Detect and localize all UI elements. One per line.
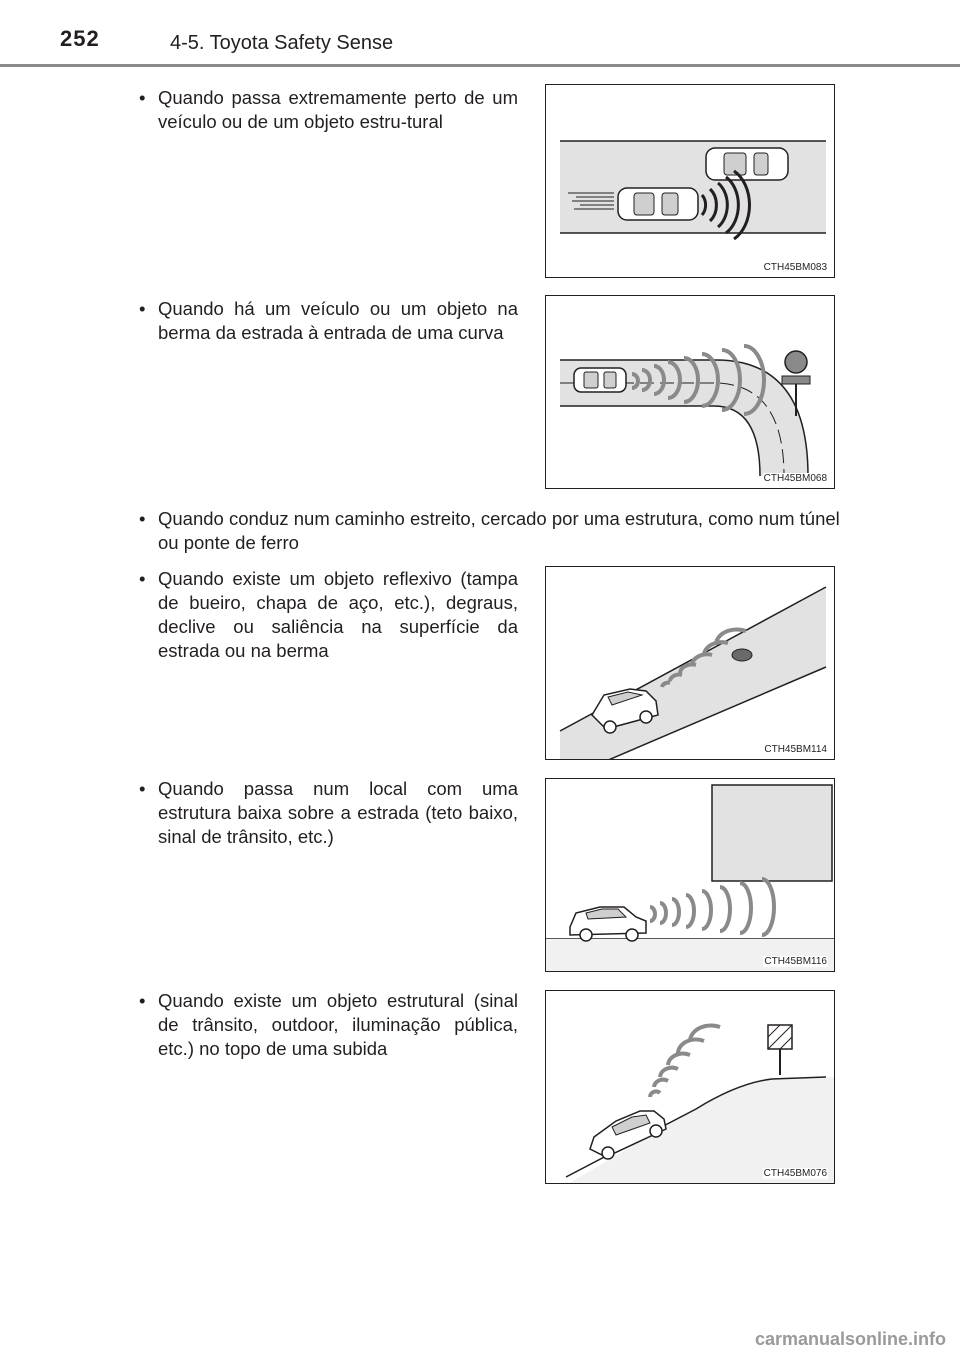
hill-top-illustration bbox=[546, 991, 835, 1184]
bullet-text: • Quando há um veículo ou um objeto na berma da estrada à entrada de uma curva bbox=[158, 298, 518, 343]
reflective-road-illustration bbox=[546, 567, 835, 760]
watermark: carmanualsonline.info bbox=[754, 1329, 946, 1349]
bullet-item-6 bbox=[133, 989, 518, 1061]
page-number: 252 bbox=[60, 26, 100, 51]
bullet-item-1 bbox=[133, 86, 518, 134]
bullet-text: • Quando conduz num caminho estreito, cercado por uma estrutura, como num túnel ou ponte de ferro bbox=[158, 508, 840, 553]
low-structure-illustration bbox=[546, 779, 835, 972]
figure-code: CTH45BM083 bbox=[763, 262, 827, 273]
figure-code: CTH45BM114 bbox=[764, 744, 827, 755]
figure-curve-entrance bbox=[545, 295, 835, 489]
figure-low-structure bbox=[545, 778, 835, 972]
figure-code: CTH45BM076 bbox=[763, 1168, 827, 1179]
bullet-item-5 bbox=[133, 777, 518, 849]
bullet-text: • Quando existe um objeto reflexivo (tampa de bueiro, chapa de aço, etc.), degraus, declive ou saliência na superfície da estrada ou na berma bbox=[158, 568, 518, 661]
bullet-item-4 bbox=[133, 567, 518, 663]
bullet-text: • Quando passa num local com uma estrutura baixa sobre a estrada (teto baixo, sinal de trânsito, etc.) bbox=[158, 778, 518, 847]
section-title: 4-5. Toyota Safety Sense bbox=[170, 32, 394, 54]
bullet-item-2 bbox=[133, 297, 518, 345]
bullet-item-3 bbox=[133, 507, 863, 555]
header-divider bbox=[0, 64, 960, 67]
figure-reflective-object bbox=[545, 566, 835, 760]
figure-code: CTH45BM116 bbox=[764, 956, 827, 967]
figure-code: CTH45BM068 bbox=[763, 473, 827, 484]
bullet-text: • Quando passa extremamente perto de um veículo ou de um objeto estru-tural bbox=[158, 87, 518, 132]
figure-hill-top bbox=[545, 990, 835, 1184]
curve-road-illustration bbox=[546, 296, 835, 489]
figure-close-pass bbox=[545, 84, 835, 278]
bullet-text: • Quando existe um objeto estrutural (sinal de trânsito, outdoor, iluminação pública, etc.) no topo de uma subida bbox=[158, 990, 518, 1059]
close-pass-illustration bbox=[546, 85, 835, 278]
